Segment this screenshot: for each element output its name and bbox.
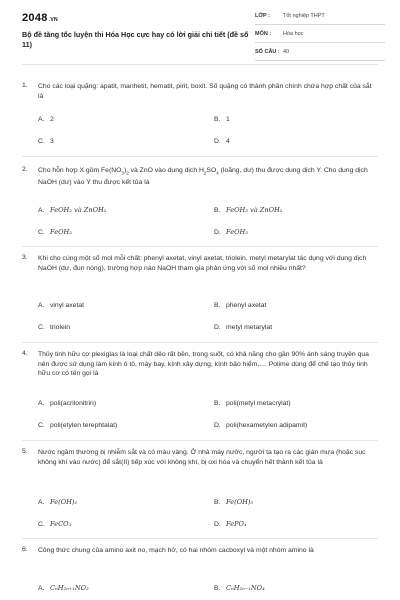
option-b[interactable]: B. 1 (214, 116, 230, 123)
option-c[interactable]: C. poli(etylen terephtalat) (38, 422, 118, 429)
header-divider (22, 64, 378, 65)
meta-label-socau: SỐ CÂU : (255, 49, 280, 55)
option-b-text: FeOH₃ và ZnOH₂ (226, 206, 283, 214)
question-number: 5. (22, 448, 28, 455)
option-a[interactable]: A. vinyl axetat (38, 302, 85, 309)
logo-suffix: .VN (48, 17, 58, 23)
document-header (0, 0, 400, 64)
option-a[interactable]: A. FeOH₂ và ZnOH₂ (38, 206, 107, 214)
meta-value-mon: Hóa học (283, 31, 304, 37)
option-c-text: triolein (50, 324, 71, 331)
question-number: 4. (22, 350, 28, 357)
option-a-text: vinyl axetat (50, 302, 85, 309)
question-divider (22, 440, 378, 441)
option-b-text: phenyl axetat (226, 302, 267, 309)
option-a-text: Fe(OH)₂ (50, 498, 78, 506)
question-divider (22, 342, 378, 343)
question-text: Nước ngầm thường bị nhiễm sắt và có màu vàng. Ở nhà máy nước, người ta tạo ra các giàn mưa (hoặc sục không khí vào nước) để sắt(II) tiếp xúc với không khí, bị oxi hóa và chuyển hết thành kết tủa là (38, 449, 366, 466)
exam-title: Bộ đề tăng tốc luyện thi Hóa Học cực hay có lời giải chi tiết (đề số 11) (22, 30, 249, 49)
meta-row-socau (255, 46, 385, 61)
option-b[interactable]: B. FeOH₃ và ZnOH₂ (214, 206, 283, 214)
logo-text: 2048 (22, 12, 48, 24)
option-c-text: poli(etylen terephtalat) (50, 422, 118, 429)
option-b[interactable]: B. Fe(OH)₃ (214, 498, 254, 506)
option-d-text: poli(hexametylen adipamit) (226, 422, 308, 429)
option-d-text: 4 (226, 138, 230, 145)
question-text: Thủy tinh hữu cơ plexiglas là loại chất dẻo rất bền, trong suốt, có khả năng cho gần 90% ánh sáng truyền qua nên được sử dụng làm kính ô tô, máy bay, kính xây dựng, kính bảo hiểm,.... Polime dùng để chế tạo thủy tinh hữu cơ có tên gọi là (38, 351, 369, 377)
option-c[interactable]: C. FeCO₃ (38, 520, 72, 528)
meta-row-mon (255, 28, 385, 43)
option-a[interactable]: A. Fe(OH)₂ (38, 498, 78, 506)
option-c[interactable]: C. triolein (38, 324, 71, 331)
meta-row-lop (255, 10, 385, 25)
question-text: Cho hỗn hợp X gồm $Fe(NO_3)_2$ và ZnO vào dung dịch $H_2SO_4$ (loãng, dư) thu được dung dịch Y. Cho dung dịch NaOH (dư) vào Y thu được kết tủa là (38, 167, 368, 186)
question-divider (22, 538, 378, 539)
option-d[interactable]: D. 4 (214, 138, 230, 145)
option-a-text: CₙH₂ₙ₊₁NO₂ (50, 584, 89, 592)
option-a[interactable]: A. 2 (38, 116, 54, 123)
option-d[interactable]: D. FePO₄ (214, 520, 247, 528)
question-divider (22, 246, 378, 247)
option-c[interactable]: C. FeOH₂ (38, 228, 72, 236)
option-b[interactable]: B. CₙH₂ₙ₋₁NO₄ (214, 584, 265, 592)
option-a[interactable]: A. poli(acrilonitrin) (38, 400, 97, 407)
option-a[interactable]: A. CₙH₂ₙ₊₁NO₂ (38, 584, 89, 592)
question-text: Khi cho cùng một số mol mỗi chất: phenyl axetat, vinyl axetat, triolein, metyl metarylat tác dụng với dung dịch NaOH (dư, đun nóng), trường hợp nào NaOH tham gia phản ứng với số mol nhiều nhất? (38, 255, 367, 272)
option-c-text: FeOH₂ (50, 228, 72, 236)
question-number: 1. (22, 82, 28, 89)
question-text: Công thức chung của amino axit no, mạch hở, có hai nhóm cacboxyl và một nhóm amino là (38, 547, 314, 554)
question-divider (22, 156, 378, 157)
option-c-text: 3 (50, 138, 54, 145)
option-d[interactable]: D. poli(hexametylen adipamit) (214, 422, 308, 429)
option-b[interactable]: B. poli(metyl metacrylat) (214, 400, 291, 407)
meta-label-lop: LỚP : (255, 13, 270, 19)
option-c-text: FeCO₃ (50, 520, 72, 528)
meta-value-socau: 40 (283, 49, 290, 55)
option-d[interactable]: D. metyl metarylat (214, 324, 273, 331)
meta-label-mon: MÔN : (255, 31, 272, 37)
exam-meta (255, 10, 385, 61)
option-d-text: metyl metarylat (226, 324, 273, 331)
option-d[interactable]: D. FeOH₃ (214, 228, 248, 236)
meta-value-lop: Tốt nghiệp THPT (283, 13, 325, 19)
option-a-text: poli(acrilonitrin) (50, 400, 97, 407)
site-logo[interactable] (22, 12, 58, 24)
question-number: 3. (22, 254, 28, 261)
option-b-text: poli(metyl metacrylat) (226, 400, 291, 407)
option-b[interactable]: B. phenyl axetat (214, 302, 267, 309)
option-b-text: Fe(OH)₃ (226, 498, 254, 506)
option-d-text: FePO₄ (226, 520, 247, 528)
option-a-text: 2 (50, 116, 54, 123)
option-a-text: FeOH₂ và ZnOH₂ (50, 206, 107, 214)
question-number: 2. (22, 166, 28, 173)
question-text: Cho các loại quặng: apatit, manhetit, hematit, pirit, boxit. Số quặng có thành phần chính chứa hợp chất của sắt là (38, 83, 372, 100)
option-b-text: 1 (226, 116, 230, 123)
question-number: 6. (22, 546, 28, 553)
option-b-text: CₙH₂ₙ₋₁NO₄ (226, 584, 265, 592)
option-d-text: FeOH₃ (226, 228, 248, 236)
option-c[interactable]: C. 3 (38, 138, 54, 145)
